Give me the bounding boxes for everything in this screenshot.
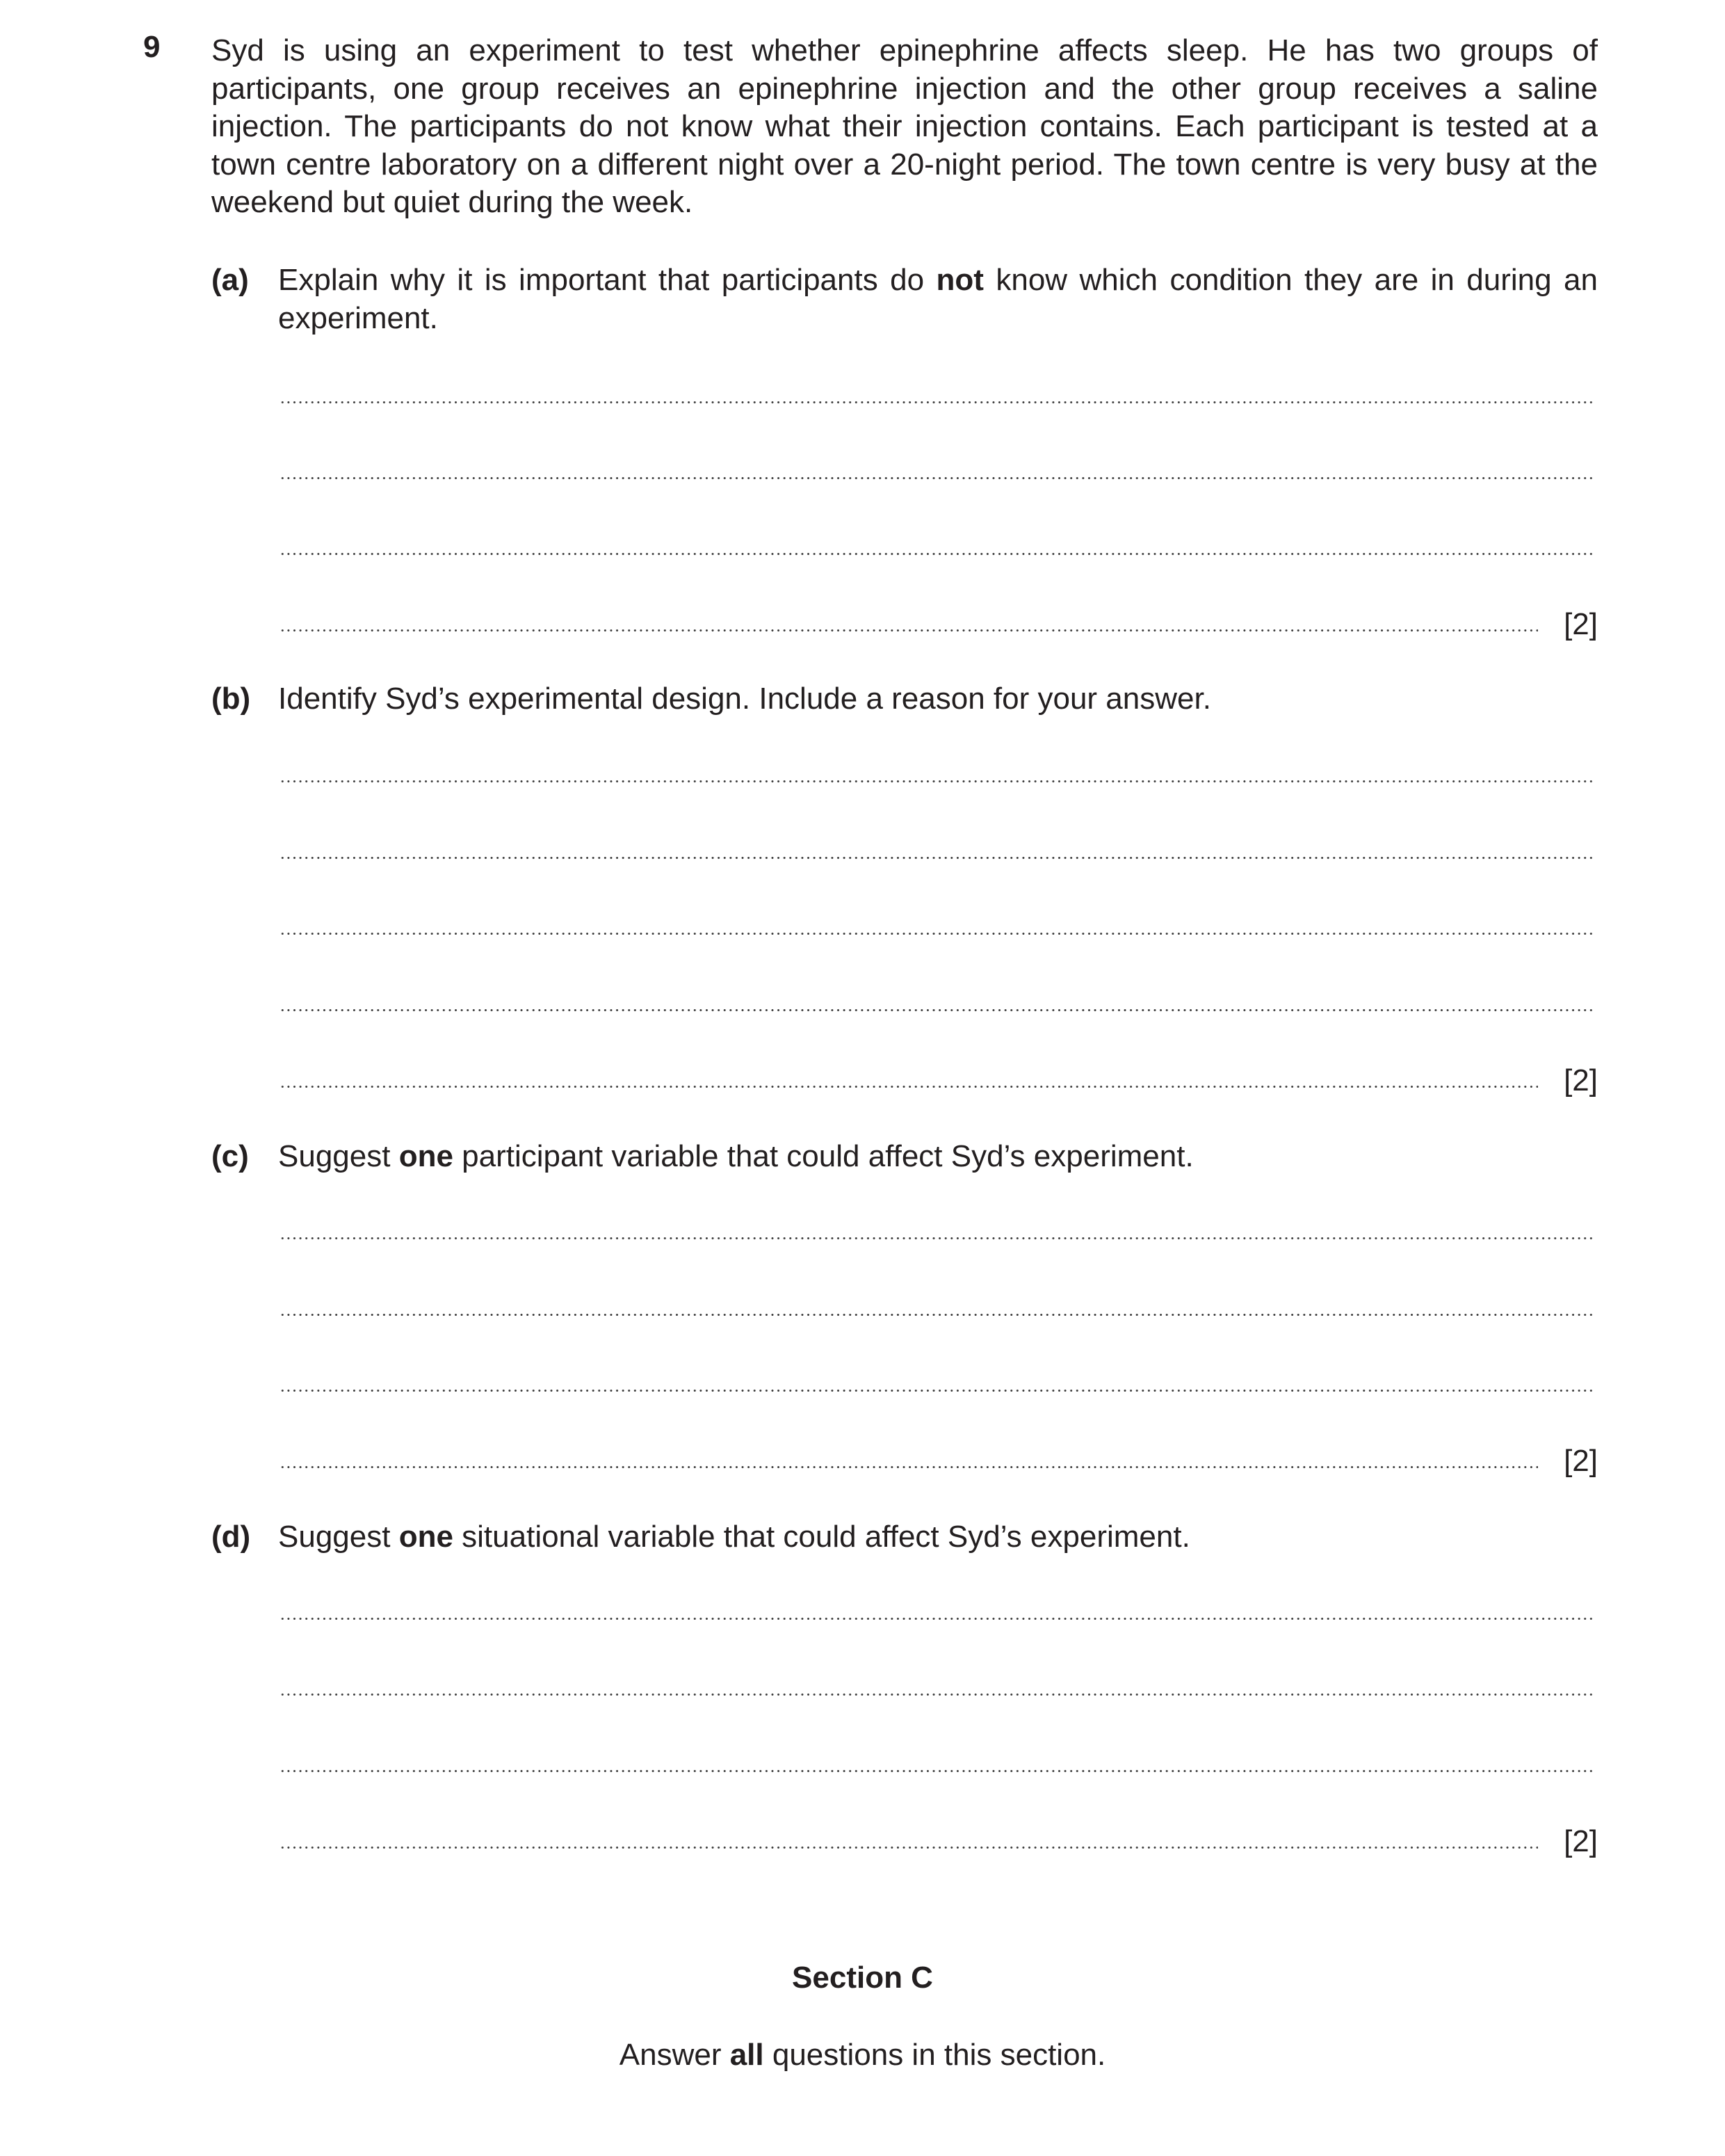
answer-line[interactable] xyxy=(280,553,1596,555)
part-a-text-after: know which condition they are in during an experiment. xyxy=(278,263,1598,335)
part-a-text-before: Explain why it is important that participants do xyxy=(278,263,937,297)
answer-line[interactable] xyxy=(280,477,1596,479)
part-d-label: (d) xyxy=(211,1520,251,1554)
section-instruction-after: questions in this section. xyxy=(763,2038,1106,2072)
answer-line[interactable] xyxy=(280,1618,1596,1620)
answer-line[interactable] xyxy=(280,1009,1596,1011)
section-title: Section C xyxy=(792,1961,933,1995)
answer-line[interactable] xyxy=(280,1390,1596,1392)
part-d-text-before: Suggest xyxy=(278,1520,399,1554)
answer-line[interactable] xyxy=(280,1694,1596,1696)
answer-line[interactable] xyxy=(280,1770,1596,1772)
answer-line[interactable] xyxy=(280,1237,1596,1239)
part-a-label: (a) xyxy=(211,263,249,297)
answer-line[interactable] xyxy=(280,1086,1538,1088)
answer-line[interactable] xyxy=(280,1466,1538,1468)
part-c-label: (c) xyxy=(211,1139,249,1173)
section-instruction-before: Answer xyxy=(619,2038,730,2072)
section-instruction xyxy=(0,2040,1725,2070)
part-d-marks: [2] xyxy=(1564,1824,1598,1858)
answer-line[interactable] xyxy=(280,780,1596,782)
part-a-emphasis: not xyxy=(936,263,984,297)
answer-line[interactable] xyxy=(280,629,1538,631)
answer-line[interactable] xyxy=(280,857,1596,859)
part-d-emphasis: one xyxy=(398,1520,453,1554)
answer-line[interactable] xyxy=(280,1847,1538,1849)
part-a-text xyxy=(278,262,1598,337)
part-c-text-after: participant variable that could affect Syd’s experiment. xyxy=(453,1139,1194,1173)
question-stem: Syd is using an experiment to test whether epinephrine affects sleep. He has two groups of participants, one group receives an epinephrine injection and the other group receives a saline injection. The participants do not know what their injection contains. Each participant is tested at a town centre laboratory on a different night over a 20-night period. The town centre is very busy at the weekend but quiet during the week. xyxy=(211,33,1598,219)
part-b-marks: [2] xyxy=(1564,1063,1598,1097)
part-c-text-before: Suggest xyxy=(278,1139,399,1173)
part-b-label: (b) xyxy=(211,682,251,716)
answer-line[interactable] xyxy=(280,1314,1596,1316)
question-number: 9 xyxy=(143,30,161,64)
section-instruction-emphasis: all xyxy=(729,2038,764,2072)
part-c-marks: [2] xyxy=(1564,1444,1598,1478)
part-c-emphasis: one xyxy=(398,1139,453,1173)
part-d-text xyxy=(278,1518,1598,1556)
part-b-text: Identify Syd’s experimental design. Include a reason for your answer. xyxy=(278,682,1211,716)
answer-line[interactable] xyxy=(280,401,1596,403)
part-d-text-after: situational variable that could affect Syd’s experiment. xyxy=(453,1520,1190,1554)
answer-line[interactable] xyxy=(280,933,1596,935)
part-a-marks: [2] xyxy=(1564,607,1598,641)
part-c-text xyxy=(278,1138,1598,1176)
